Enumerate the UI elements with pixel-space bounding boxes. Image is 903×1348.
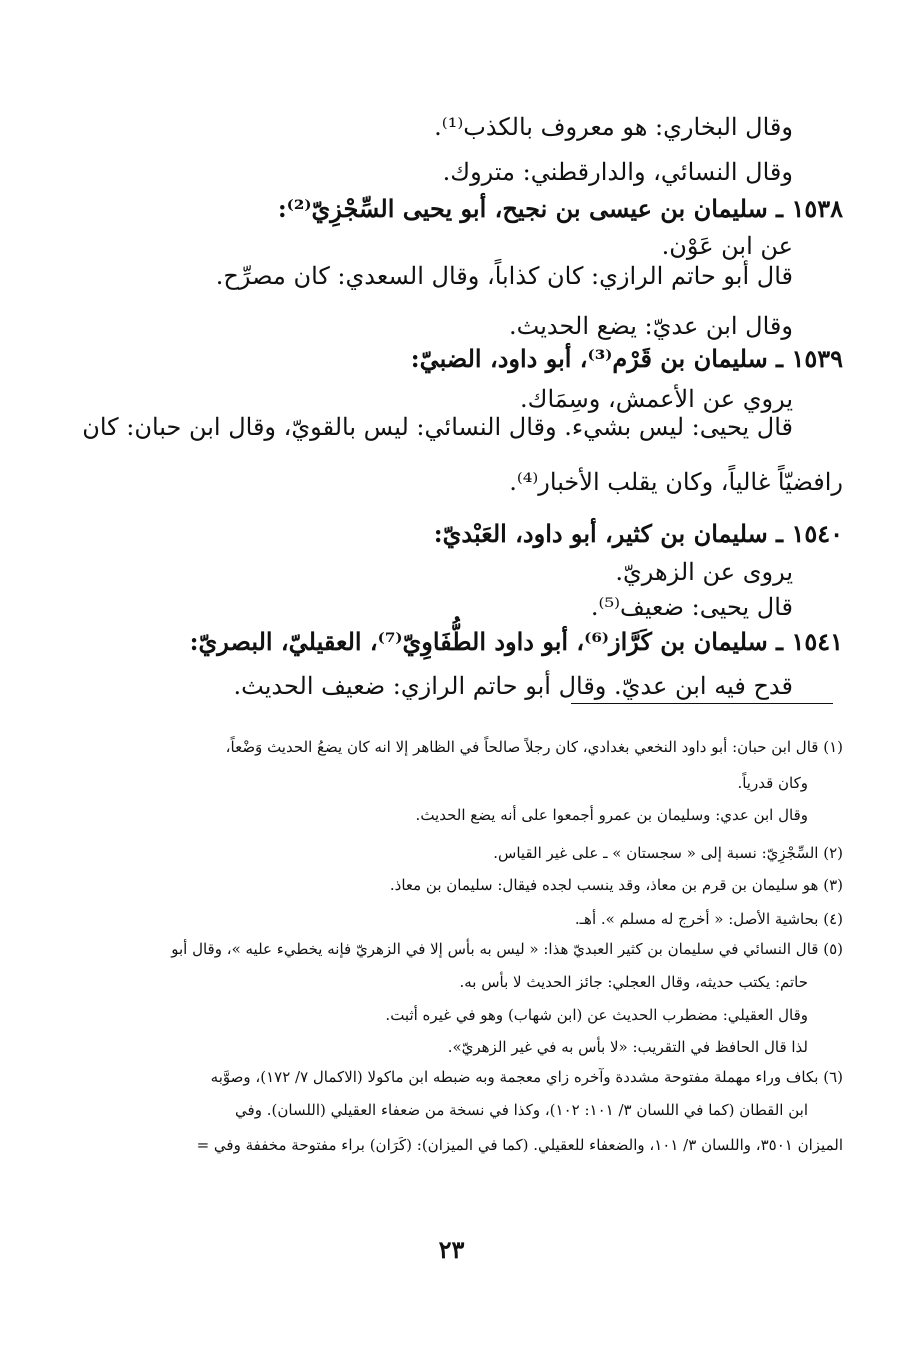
text-line: عن ابن عَوْن. xyxy=(661,232,793,260)
footnote-line: الميزان ٣٥٠١، واللسان ٣/ ١٠١، والضعفاء للعقيلي. (كما في الميزان): (كَرَان) براء مفتوحة مخففة وفي = xyxy=(196,1136,843,1154)
page-number: ٢٣ xyxy=(438,1235,465,1264)
entry-heading-1540: ١٥٤٠ ـ سليمان بن كثير، أبو داود، العَبْديّ: xyxy=(433,519,843,548)
text-line: وقال النسائي، والدارقطني: متروك. xyxy=(442,158,793,186)
footnote-line: لذا قال الحافظ في التقريب: «لا بأس به في غير الزهريّ». xyxy=(447,1038,808,1056)
text-line: قدح فيه ابن عديّ. وقال أبو حاتم الرازي: ضعيف الحديث. xyxy=(233,672,793,700)
entry-heading-1541: ١٥٤١ ـ سليمان بن كَرَّاز⁽⁶⁾، أبو داود الطُّفَاوِيّ⁽⁷⁾، العقيليّ، البصريّ: xyxy=(189,627,843,656)
text-line: وقال البخاري: هو معروف بالكذب⁽¹⁾. xyxy=(434,113,793,141)
footnote-line: (٦) بكاف وراء مهملة مفتوحة مشددة وآخره زاي معجمة وبه ضبطه ابن ماكولا (الاكمال ٧/ ١٧٢)، وصوَّبه xyxy=(210,1068,843,1086)
footnote-line: حاتم: يكتب حديثه، وقال العجلي: جائز الحديث لا بأس به. xyxy=(459,973,808,991)
text-line: يروى عن الزهريّ. xyxy=(615,558,793,586)
footnote-line: ابن القطان (كما في اللسان ٣/ ١٠١: ١٠٢)، وكذا في نسخة من ضعفاء العقيلي (اللسان). وفي xyxy=(235,1101,808,1119)
text-line: قال أبو حاتم الرازي: كان كذاباً، وقال السعدي: كان مصرِّح. xyxy=(215,262,793,290)
text-line: قال يحيى: ليس بشيء. وقال النسائي: ليس بالقويّ، وقال ابن حبان: كان xyxy=(82,413,793,441)
footnote-line: (١) قال ابن حبان: أبو داود النخعي بغدادي، كان رجلاً صالحاً في الظاهر إلا انه كان يضعُ الحديث وَضْعاً، xyxy=(225,738,843,756)
footnote-line: وقال ابن عدي: وسليمان بن عمرو أجمعوا على أنه يضع الحديث. xyxy=(415,806,808,824)
text-line: يروي عن الأعمش، وسِمَاك. xyxy=(520,385,793,413)
footnote-line: (٣) هو سليمان بن قرم بن معاذ، وقد ينسب لجده فيقال: سليمان بن معاذ. xyxy=(389,876,843,894)
footnote-separator xyxy=(571,703,833,704)
text-line: وقال ابن عديّ: يضع الحديث. xyxy=(509,312,793,340)
footnote-line: وقال العقيلي: مضطرب الحديث عن (ابن شهاب) وهو في غيره أثبت. xyxy=(385,1006,808,1024)
footnote-line: (٢) السِّجْزِيّ: نسبة إلى « سجستان » ـ على غير القياس. xyxy=(493,844,843,862)
footnote-line: (٤) بحاشية الأصل: « أخرج له مسلم ». أهـ. xyxy=(574,910,843,928)
entry-heading-1538: ١٥٣٨ ـ سليمان بن عيسى بن نجيح، أبو يحيى السِّجْزِيّ⁽²⁾: xyxy=(277,194,843,223)
entry-heading-1539: ١٥٣٩ ـ سليمان بن قَرْم⁽³⁾، أبو داود، الضبيّ: xyxy=(410,344,843,373)
footnote-line: وكان قدرياً. xyxy=(737,774,808,792)
footnote-line: (٥) قال النسائي في سليمان بن كثير العبديّ هذا: « ليس به بأس إلا في الزهريّ فإنه يخطيء عليه »، وقال أبو xyxy=(171,940,843,958)
text-line: قال يحيى: ضعيف⁽⁵⁾. xyxy=(590,593,793,621)
text-line: رافضيّاً غالياً، وكان يقلب الأخبار⁽⁴⁾. xyxy=(509,468,843,496)
